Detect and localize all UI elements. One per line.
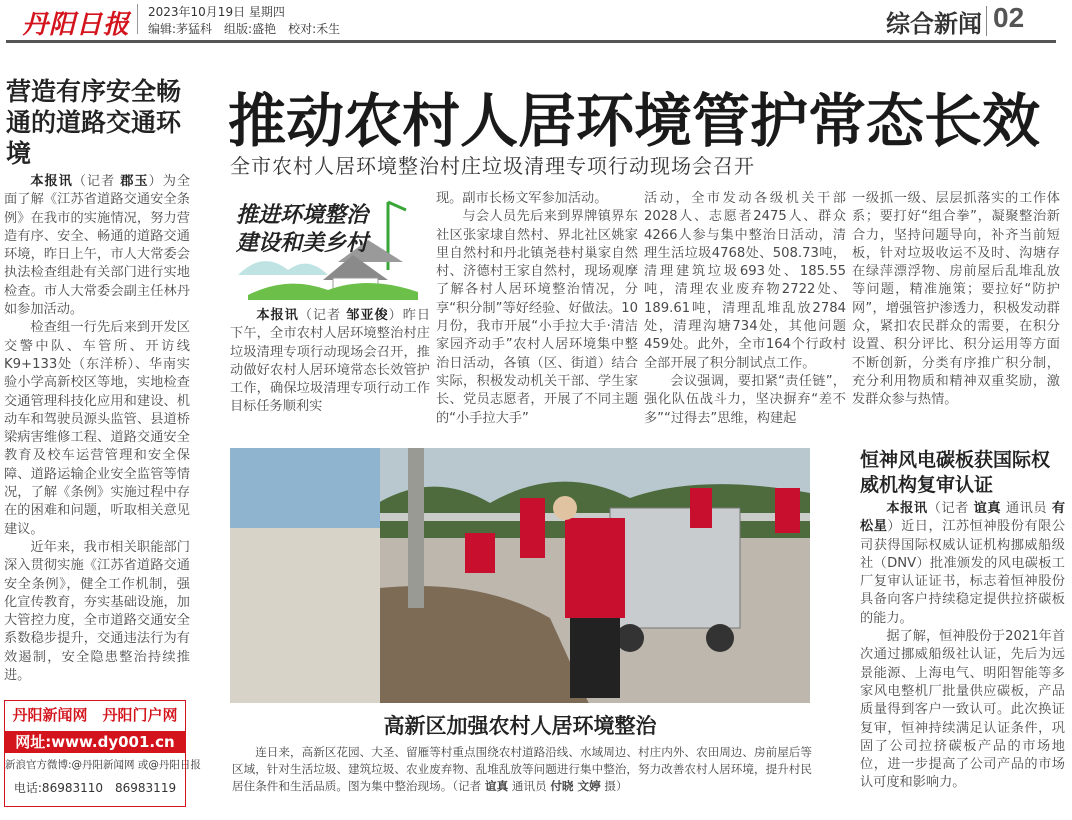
paragraph-continued: 活动，全市发动各级机关干部2028人、志愿者2475人、群众4266人参与集中整治日活动，清理生活垃圾4768处、508.73吨，清理建筑垃圾693处、185.55吨，清理农业废弃物2722处、189.61吨，清理乱堆乱放2784处，清理沟塘734处，其他问题459处。此外，全市164个行政村全部开展了积分制试点工作。 — [644, 191, 846, 371]
main-article-col-1 — [230, 307, 430, 417]
left-article-body — [4, 173, 190, 685]
lead-prefix: 本报讯 — [886, 501, 928, 516]
correspondent-name: 有松星 — [860, 501, 1066, 535]
credit-label: 通讯员 — [508, 779, 551, 793]
paragraph-continued: 一级抓一级、层层抓落实的工作体系；要打好“组合拳”，凝聚整治新合力，坚持问题导向，补齐当前短板，针对垃圾收运不及时、沟塘存在绿萍漂浮物、房前屋后乱堆乱放等问题，精准施策；要拉好“防护网”，增强管护渗透力，积极发动群众，紧扣农民群众的需要，在积分设置、积分评比、积分运用等方面不断创新，分类有序推广积分制，充分利用物质和精神双重奖励，激发群众参与热情。 — [852, 191, 1060, 408]
credit-reporter: 谊真 — [484, 779, 509, 793]
topic-line-2: 建设和美乡村 — [236, 231, 369, 256]
ad-url[interactable]: 网址:www.dy001.cn — [5, 731, 185, 753]
reporter-label: （记者 — [927, 501, 974, 516]
masthead-logo: 丹阳日报 — [22, 10, 131, 40]
header-rule — [6, 40, 1056, 43]
lead-text: 近日，江苏恒神股份有限公司获得国际权威认证机构挪威船级社（DNV）批准颁发的风电碳板工厂复审认证证书，标志着恒神股份具备向客户持续稳定提供拉挤碳板的能力。 — [860, 519, 1066, 626]
website-ad — [4, 700, 201, 807]
paragraph: 与会人员先后来到界牌镇界东社区张家埭自然村、界北社区姚家里自然村和丹北镇尧巷村巢家自然村、济德村王家自然村，现场观摩了解各村人居环境整治情况，分享“积分制”等好经验、好做法。10月份，我市开展“小手拉大手·清洁家园齐动手”农村人居环境集中整治日活动，各镇（区、街道）结合实际，积极发动机关干部、学生家长、党员志愿者，开展了不同主题的“小手拉大手” — [436, 209, 638, 426]
main-subtitle: 全市农村人居环境整治村庄垃圾清理专项行动现场会召开 — [230, 154, 755, 178]
editor-credits: 编辑:茅猛科 组版:盛艳 校对:禾生 — [148, 22, 341, 36]
reporter-name: 谊真 — [973, 501, 1002, 516]
lead-paragraph — [4, 173, 190, 319]
reporter-label: （记者 — [298, 308, 347, 323]
photo-caption-title: 高新区加强农村人居环境整治 — [383, 714, 657, 738]
paren: ） — [148, 174, 163, 189]
credit-label: （记者 — [452, 779, 485, 793]
left-article-title: 营造有序安全畅通的道路交通环境 — [6, 77, 182, 168]
lead-text: 为全面了解《江苏省道路交通安全条例》在我市的实施情况，努力营造有序、安全、畅通的道路交通环境，昨日上午，市人大常委会执法检查组赴有关部门进行实地检查。市人大常委会副主任林丹如参加活动。 — [4, 174, 191, 318]
ad-phone: 电话:86983110 86983119 — [13, 781, 177, 795]
paren: ） — [388, 308, 403, 323]
ad-weibo: 新浪官方微博:@丹阳新闻网 或@丹阳日报 — [5, 759, 201, 771]
photo-caption — [232, 744, 812, 795]
lead-prefix: 本报讯 — [256, 308, 299, 323]
paragraph: 检查组一行先后来到开发区交警中队、车管所、开访线K9+133处（东洋桥）、华南实验小学高新校区等地，实地检查交通管理科技化应用和建设、机动车和驾驶员源头监管、县道桥梁病害维修工程、道路交通安全教育及校车运营管理和安全保障、道路运输企业安全监管等情况，了解《条例》实施过程中存在的困难和问题，听取相关意见建议。 — [4, 320, 190, 537]
paragraph-continued: 现。副市长杨文军参加活动。 — [436, 191, 608, 206]
cleanup-scene — [230, 448, 810, 703]
news-photo — [230, 448, 810, 703]
topic-line-1: 推进环境整治 — [236, 203, 369, 228]
header-divider — [137, 4, 138, 34]
reporter-label: （记者 — [72, 174, 121, 189]
paragraph: 据了解，恒神股份于2021年首次通过挪威船级社认证，先后为远景能源、上海电气、明阳智能等多家风电整机厂批量供应碳板，产品质量得到客户一致认可。此次换证复审，恒神持续满足认证条件，巩固了公司拉挤碳板产品的市场地位，进一步提高了公司产品的市场认可度和影响力。 — [860, 629, 1066, 791]
lead-text: 昨日下午，全市农村人居环境整治村庄垃圾清理专项行动现场会召开，推动做好农村人居环境常态长效管护工作，确保垃圾清理专项行动工作目标任务顺利实 — [230, 308, 431, 415]
paren: ） — [887, 519, 902, 535]
topic-logo — [228, 190, 423, 300]
main-headline: 推动农村人居环境管护常态长效 — [228, 87, 1041, 155]
right-article-body — [860, 500, 1065, 793]
reporter-name: 郡玉 — [120, 174, 149, 189]
lead-paragraph — [860, 500, 1065, 628]
caption-text: 连日来，高新区花园、大圣、留雁等村重点围绕农村道路沿线、水域周边、村庄内外、农田周边、房前屋后等区域，针对生活垃圾、建筑垃圾、农业废弃物、乱堆乱放等问题进行集中整治，努力改善农村人居环境，提升村民居住条件和生活品质。图为集中整治现场。 — [232, 745, 812, 793]
section-divider — [986, 6, 987, 36]
lead-prefix: 本报讯 — [30, 174, 73, 189]
main-article-col-4 — [852, 190, 1060, 410]
reporter-name: 邹亚俊 — [346, 308, 389, 323]
right-article-title: 恒神风电碳板获国际权威机构复审认证 — [860, 449, 1051, 496]
paragraph: 会议强调，要扣紧“责任链”，强化队伍战斗力，坚决摒弃“差不多”“过得去”思维，构建起 — [644, 373, 846, 426]
section-name: 综合新闻 — [886, 9, 982, 38]
lead-paragraph — [230, 307, 430, 417]
ad-sites: 丹阳新闻网 丹阳门户网 — [12, 706, 178, 724]
credit-correspondents: 付晓 文婷 — [550, 779, 601, 793]
credit-close: 摄） — [600, 779, 628, 793]
issue-date: 2023年10月19日 星期四 — [148, 5, 285, 19]
paragraph: 近年来，我市相关职能部门深入贯彻实施《江苏省道路交通安全条例》，健全工作机制，强化宣传教育，夯实基础设施，加大管控力度，全市道路交通安全系数稳步提升，交通违法行为有效遏制，安全隐患整治持续推进。 — [4, 539, 190, 684]
page-number: 02 — [993, 2, 1025, 33]
main-article-col-3 — [644, 190, 846, 428]
correspondent-label: 通讯员 — [1001, 501, 1052, 516]
main-article-col-2 — [436, 190, 638, 428]
